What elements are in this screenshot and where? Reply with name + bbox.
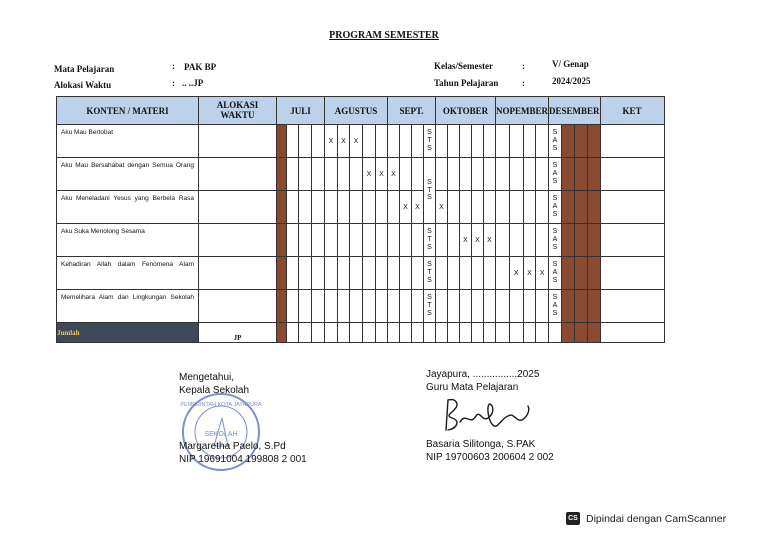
alokasi-cell <box>199 158 277 191</box>
sas-cell: S A S <box>549 158 562 191</box>
program-semester-table <box>56 96 665 343</box>
holiday-cell <box>277 158 287 191</box>
week-cell <box>299 224 312 257</box>
week-cell <box>448 323 460 343</box>
week-mark: X <box>400 191 412 224</box>
week-mark: X <box>509 257 523 290</box>
week-cell <box>412 323 424 343</box>
holiday-cell <box>277 290 287 323</box>
week-mark: X <box>436 191 448 224</box>
week-cell <box>388 191 400 224</box>
holiday-cell <box>277 125 287 158</box>
ket-cell <box>600 125 664 158</box>
week-cell <box>523 158 536 191</box>
stamp-text-top: PEMERINTAH KOTA JAYAPURA <box>180 402 262 408</box>
holiday-cell <box>587 257 600 290</box>
sas-cell: S A S <box>549 224 562 257</box>
holiday-cell <box>574 224 587 257</box>
week-cell <box>312 158 325 191</box>
sts-cell: S T S <box>424 158 436 224</box>
week-cell <box>350 224 363 257</box>
week-mark: X <box>412 191 424 224</box>
holiday-cell <box>587 290 600 323</box>
week-cell <box>472 125 484 158</box>
week-cell <box>350 257 363 290</box>
week-cell <box>436 125 448 158</box>
holiday-cell <box>561 191 574 224</box>
week-cell <box>509 224 523 257</box>
week-cell <box>523 125 536 158</box>
week-cell <box>472 323 484 343</box>
week-cell <box>376 191 388 224</box>
week-cell <box>484 323 496 343</box>
week-cell <box>363 257 376 290</box>
table-row <box>57 158 665 191</box>
mapel-label: Mata Pelajaran <box>54 64 115 74</box>
konten-cell: Kehadiran Allah dalam Fenomena Alam <box>57 257 199 290</box>
week-cell <box>472 191 484 224</box>
sts-cell: S T S <box>424 224 436 257</box>
week-cell <box>536 323 549 343</box>
kepala-sekolah-label: Kepala Sekolah <box>179 385 250 396</box>
week-cell <box>412 257 424 290</box>
week-cell <box>376 290 388 323</box>
holiday-cell <box>561 323 574 343</box>
mengetahui-label: Mengetahui, <box>179 372 235 383</box>
holiday-cell <box>574 323 587 343</box>
week-cell <box>388 257 400 290</box>
holiday-cell <box>561 290 574 323</box>
sas-cell: S A S <box>549 290 562 323</box>
week-mark: X <box>325 125 338 158</box>
week-cell <box>325 257 338 290</box>
konten-cell: Aku Meneladani Yesus yang Berbela Rasa <box>57 191 199 224</box>
ket-cell <box>600 191 664 224</box>
week-mark: X <box>472 224 484 257</box>
ket-cell <box>600 158 664 191</box>
week-cell <box>376 224 388 257</box>
week-cell <box>496 158 510 191</box>
week-cell <box>496 191 510 224</box>
holiday-cell <box>561 257 574 290</box>
header-konten: KONTEN / MATERI <box>57 97 199 125</box>
tempat-tanggal: Jayapura, ................2025 <box>426 369 540 380</box>
week-cell <box>312 125 325 158</box>
holiday-cell <box>574 257 587 290</box>
week-cell <box>287 224 299 257</box>
week-cell <box>436 158 448 191</box>
week-cell <box>436 290 448 323</box>
week-cell <box>460 257 472 290</box>
guru-nip: NIP 19700603 200604 2 002 <box>426 452 554 463</box>
week-cell <box>523 224 536 257</box>
week-mark: X <box>388 158 400 191</box>
week-cell <box>496 290 510 323</box>
week-cell <box>325 323 338 343</box>
week-mark: X <box>338 125 350 158</box>
holiday-cell <box>277 224 287 257</box>
week-cell <box>363 224 376 257</box>
week-cell <box>448 125 460 158</box>
tahun-label: Tahun Pelajaran <box>434 78 499 88</box>
camscanner-label: Dipindai dengan CamScanner <box>586 512 727 525</box>
colon: : <box>522 78 525 88</box>
week-cell <box>484 125 496 158</box>
alokasi-cell <box>199 191 277 224</box>
header-juli: JULI <box>277 97 325 125</box>
week-mark: X <box>536 257 549 290</box>
header-alokasi-line2: WAKTU <box>220 109 255 120</box>
week-cell <box>460 158 472 191</box>
week-cell <box>509 125 523 158</box>
week-cell <box>325 290 338 323</box>
holiday-cell <box>277 257 287 290</box>
konten-cell: Aku Mau Bersahabat dengan Semua Orang <box>57 158 199 191</box>
week-cell <box>424 323 436 343</box>
week-cell <box>363 290 376 323</box>
page-title: PROGRAM SEMESTER <box>329 30 439 41</box>
table-row <box>57 224 665 257</box>
week-cell <box>460 191 472 224</box>
stamp-text-mid: SEKOLAH <box>204 431 238 438</box>
tahun-value: 2024/2025 <box>552 76 591 86</box>
week-cell <box>448 158 460 191</box>
week-cell <box>363 125 376 158</box>
colon: : <box>522 61 525 71</box>
week-cell <box>363 323 376 343</box>
week-mark: X <box>376 158 388 191</box>
week-cell <box>509 323 523 343</box>
kelas-label: Kelas/Semester <box>434 61 493 71</box>
header-desember: DESEMBER <box>549 97 601 125</box>
week-cell <box>536 191 549 224</box>
alokasi-label: Alokasi Waktu <box>54 80 112 90</box>
table-row <box>57 257 665 290</box>
week-cell <box>448 290 460 323</box>
ket-cell <box>600 257 664 290</box>
sas-cell: S A S <box>549 191 562 224</box>
jumlah-label: Jumlah <box>57 323 199 343</box>
week-cell <box>484 257 496 290</box>
ket-cell <box>600 323 664 343</box>
colon: : <box>172 78 175 88</box>
week-cell <box>436 257 448 290</box>
week-cell <box>460 290 472 323</box>
table-row <box>57 125 665 158</box>
week-cell <box>523 323 536 343</box>
sas-cell: S A S <box>549 125 562 158</box>
week-cell <box>496 323 510 343</box>
week-cell <box>448 191 460 224</box>
camscanner-icon: CS <box>566 512 580 525</box>
holiday-cell <box>574 191 587 224</box>
header-ket: KET <box>600 97 664 125</box>
handwritten-signature <box>436 392 546 442</box>
alokasi-cell <box>199 125 277 158</box>
week-cell <box>376 257 388 290</box>
week-cell <box>400 158 412 191</box>
holiday-cell <box>561 125 574 158</box>
table-row <box>57 191 665 224</box>
week-cell <box>299 257 312 290</box>
guru-name: Basaria Silitonga, S.PAK <box>426 439 536 450</box>
mapel-value: PAK BP <box>184 62 217 72</box>
week-cell <box>338 257 350 290</box>
week-cell <box>299 191 312 224</box>
week-cell <box>287 125 299 158</box>
week-cell <box>523 191 536 224</box>
week-cell <box>338 290 350 323</box>
camscanner-watermark <box>566 512 726 525</box>
holiday-cell <box>561 224 574 257</box>
week-cell <box>287 158 299 191</box>
week-cell <box>549 323 562 343</box>
week-cell <box>376 323 388 343</box>
header-sept: SEPT. <box>388 97 436 125</box>
week-cell <box>376 125 388 158</box>
week-cell <box>400 323 412 343</box>
week-mark: X <box>523 257 536 290</box>
week-cell <box>287 323 299 343</box>
holiday-cell <box>587 158 600 191</box>
week-cell <box>496 125 510 158</box>
week-cell <box>400 224 412 257</box>
kelas-value: V/ Genap <box>552 59 589 69</box>
week-cell <box>350 158 363 191</box>
week-cell <box>523 290 536 323</box>
week-cell <box>325 158 338 191</box>
week-cell <box>460 125 472 158</box>
week-cell <box>484 191 496 224</box>
konten-cell: Aku Suka Menolong Sesama <box>57 224 199 257</box>
week-cell <box>484 290 496 323</box>
week-cell <box>536 125 549 158</box>
holiday-cell <box>574 125 587 158</box>
week-cell <box>472 257 484 290</box>
colon: : <box>172 61 175 71</box>
week-cell <box>299 125 312 158</box>
holiday-cell <box>587 224 600 257</box>
week-cell <box>448 257 460 290</box>
holiday-cell <box>277 323 287 343</box>
alokasi-value: .. ..JP <box>182 78 204 88</box>
week-cell <box>536 290 549 323</box>
week-cell <box>388 290 400 323</box>
holiday-cell <box>574 290 587 323</box>
week-cell <box>287 191 299 224</box>
week-cell <box>472 158 484 191</box>
week-cell <box>338 224 350 257</box>
week-cell <box>338 323 350 343</box>
week-mark: X <box>460 224 472 257</box>
week-cell <box>496 224 510 257</box>
header-oktober: OKTOBER <box>436 97 496 125</box>
week-cell <box>509 191 523 224</box>
sas-cell: S A S <box>549 257 562 290</box>
week-cell <box>299 290 312 323</box>
week-cell <box>400 257 412 290</box>
week-cell <box>299 323 312 343</box>
week-cell <box>509 290 523 323</box>
guru-label: Guru Mata Pelajaran <box>426 382 519 393</box>
week-cell <box>338 158 350 191</box>
kepala-name: Margaretha Paelo, S.Pd <box>179 441 286 452</box>
week-cell <box>350 290 363 323</box>
header-agustus: AGUSTUS <box>325 97 388 125</box>
week-cell <box>325 224 338 257</box>
week-cell <box>412 224 424 257</box>
holiday-cell <box>561 158 574 191</box>
week-cell <box>436 224 448 257</box>
week-cell <box>412 125 424 158</box>
week-cell <box>536 158 549 191</box>
week-cell <box>496 257 510 290</box>
week-cell <box>388 323 400 343</box>
header-nopember: NOPEMBER <box>496 97 549 125</box>
week-cell <box>400 290 412 323</box>
table-row <box>57 290 665 323</box>
week-cell <box>338 191 350 224</box>
week-cell <box>536 224 549 257</box>
week-cell <box>287 257 299 290</box>
week-cell <box>350 191 363 224</box>
week-mark: X <box>484 224 496 257</box>
ket-cell <box>600 224 664 257</box>
week-cell <box>484 158 496 191</box>
header-alokasi-line1: ALOKASI <box>216 99 259 110</box>
week-mark: X <box>350 125 363 158</box>
holiday-cell <box>587 125 600 158</box>
week-cell <box>412 158 424 191</box>
ket-cell <box>600 290 664 323</box>
jumlah-row <box>57 323 665 343</box>
week-cell <box>460 323 472 343</box>
week-mark: X <box>363 158 376 191</box>
week-cell <box>363 191 376 224</box>
week-cell <box>388 224 400 257</box>
week-cell <box>350 323 363 343</box>
kepala-nip: NIP 19691004 199808 2 001 <box>179 454 307 465</box>
week-cell <box>448 224 460 257</box>
holiday-cell <box>574 158 587 191</box>
week-cell <box>325 191 338 224</box>
konten-cell: Aku Mau Bertobat <box>57 125 199 158</box>
week-cell <box>400 125 412 158</box>
week-cell <box>312 224 325 257</box>
alokasi-cell <box>199 224 277 257</box>
week-cell <box>509 158 523 191</box>
holiday-cell <box>587 191 600 224</box>
week-cell <box>436 323 448 343</box>
sts-cell: S T S <box>424 257 436 290</box>
week-cell <box>312 191 325 224</box>
holiday-cell <box>277 191 287 224</box>
week-cell <box>312 257 325 290</box>
jumlah-jp: JP <box>199 323 277 343</box>
week-cell <box>312 323 325 343</box>
week-cell <box>299 158 312 191</box>
sts-cell: S T S <box>424 125 436 158</box>
week-cell <box>472 290 484 323</box>
week-cell <box>412 290 424 323</box>
konten-cell: Memelihara Alam dan Lingkungan Sekolah <box>57 290 199 323</box>
alokasi-cell <box>199 257 277 290</box>
sts-cell: S T S <box>424 290 436 323</box>
week-cell <box>312 290 325 323</box>
holiday-cell <box>587 323 600 343</box>
alokasi-cell <box>199 290 277 323</box>
header-alokasi <box>199 97 277 125</box>
week-cell <box>388 125 400 158</box>
week-cell <box>287 290 299 323</box>
